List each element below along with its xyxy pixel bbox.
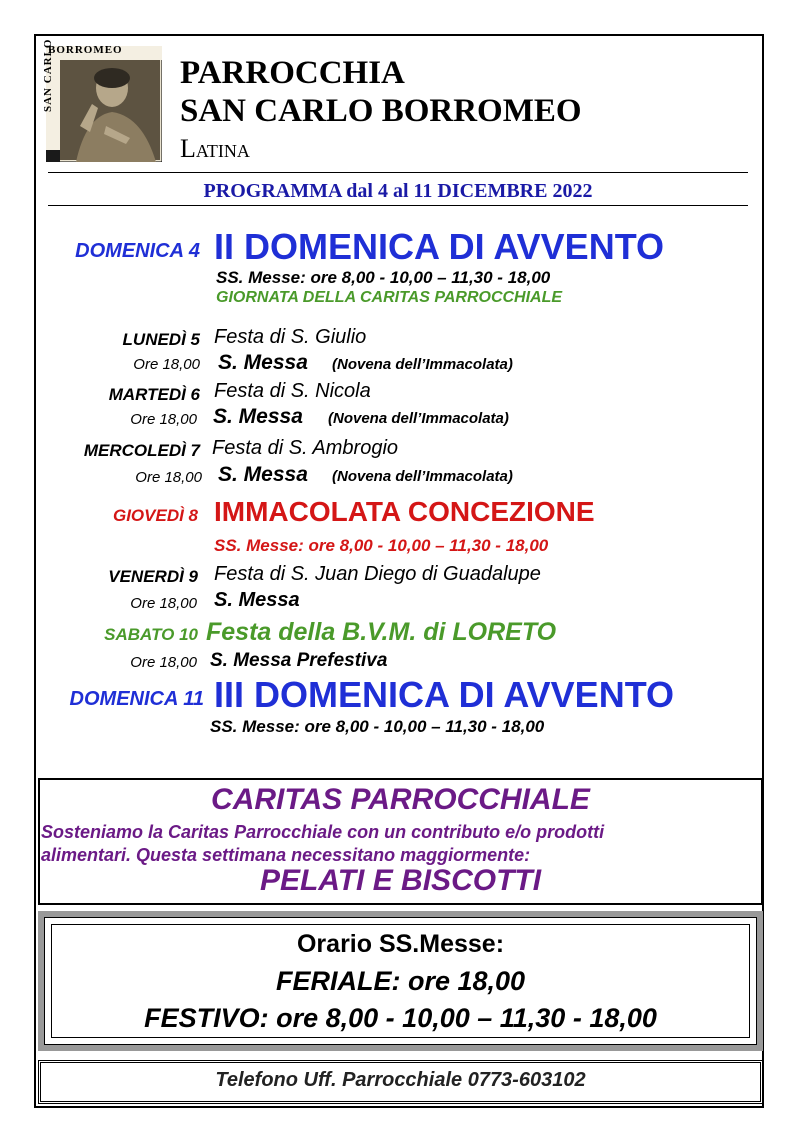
mass-times: SS. Messe: ore 8,00 - 10,00 – 11,30 - 18,00 — [210, 717, 545, 736]
mass-time: Ore 18,00 — [130, 595, 197, 612]
caritas-items: PELATI E BISCOTTI — [259, 864, 542, 897]
mass-note: (Novena dell’Immacolata) — [332, 356, 513, 373]
mass-label: S. Messa — [214, 589, 300, 611]
logo-text-side: SAN CARLO — [42, 38, 54, 112]
day-label: VENERDÌ 9 — [108, 567, 198, 586]
event-title: Festa della B.V.M. di LORETO — [206, 618, 557, 646]
day-label: GIOVEDÌ 8 — [112, 506, 198, 525]
logo-text-top: BORROMEO — [48, 44, 123, 56]
phone-number: Telefono Uff. Parrocchiale 0773-603102 — [215, 1069, 586, 1091]
parish-label: PARROCCHIA — [180, 55, 405, 91]
parish-name: SAN CARLO BORROMEO — [180, 93, 582, 129]
event-title: Festa di S. Nicola — [214, 380, 371, 402]
parish-city: Latina — [180, 134, 250, 163]
mass-label: S. Messa — [218, 463, 308, 486]
mass-label: S. Messa Prefestiva — [210, 650, 388, 671]
day-label: LUNEDÌ 5 — [122, 330, 200, 349]
day-label: MARTEDÌ 6 — [108, 385, 200, 404]
saint-portrait-logo — [46, 46, 162, 162]
caritas-text-line2: alimentari. Questa settimana necessitano maggiormente: — [41, 845, 531, 865]
divider-bottom — [48, 205, 748, 206]
event-title: III DOMENICA DI AVVENTO — [214, 674, 675, 715]
mass-schedule-title: Orario SS.Messe: — [296, 930, 505, 958]
mass-schedule-holiday: FESTIVO: ore 8,00 - 10,00 – 11,30 - 18,00 — [144, 1003, 657, 1033]
day-label: SABATO 10 — [104, 625, 198, 644]
day-label: MERCOLEDÌ 7 — [83, 441, 200, 460]
event-title: Festa di S. Giulio — [214, 326, 367, 348]
mass-note: (Novena dell’Immacolata) — [328, 410, 509, 427]
caritas-title: CARITAS PARROCCHIALE — [211, 783, 590, 816]
mass-label: S. Messa — [218, 351, 308, 374]
mass-time: Ore 18,00 — [130, 654, 197, 671]
event-title: Festa di S. Ambrogio — [212, 437, 399, 459]
mass-schedule-weekday: FERIALE: ore 18,00 — [275, 966, 526, 996]
day-label: DOMENICA 4 — [75, 240, 200, 262]
program-title: PROGRAMMA dal 4 al 11 DICEMBRE 2022 — [203, 180, 593, 202]
event-title: IMMACOLATA CONCEZIONE — [214, 496, 595, 527]
mass-time: Ore 18,00 — [130, 411, 197, 428]
day-label: DOMENICA 11 — [69, 688, 204, 710]
mass-time: Ore 18,00 — [135, 469, 202, 486]
caritas-text-line1: Sosteniamo la Caritas Parrocchiale con un contributo e/o prodotti — [41, 822, 605, 842]
mass-times: SS. Messe: ore 8,00 - 10,00 – 11,30 - 18,00 — [214, 536, 549, 555]
event-title: II DOMENICA DI AVVENTO — [214, 226, 665, 267]
mass-time: Ore 18,00 — [133, 356, 200, 373]
divider-top — [48, 172, 748, 173]
mass-label: S. Messa — [213, 405, 303, 428]
mass-times: SS. Messe: ore 8,00 - 10,00 – 11,30 - 18,00 — [216, 268, 551, 287]
event-note: GIORNATA DELLA CARITAS PARROCCHIALE — [216, 289, 563, 306]
mass-note: (Novena dell’Immacolata) — [332, 468, 513, 485]
event-title: Festa di S. Juan Diego di Guadalupe — [214, 563, 541, 585]
